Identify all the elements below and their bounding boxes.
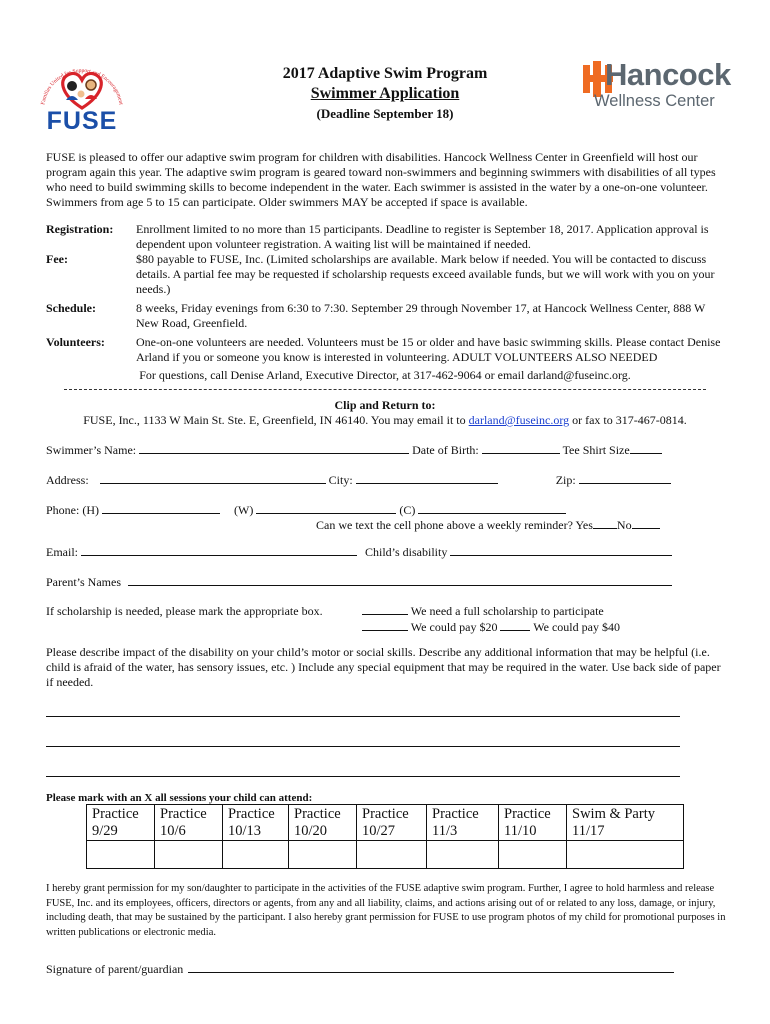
detail-text: Enrollment limited to no more than 15 participants. Deadline to register is September 18, 2017. Application approval is dependent upon volunteer registration. A waiting list will be maintained if needed. — [136, 222, 709, 251]
session-swim-party-11-17: Swim & Party 11/17 — [567, 805, 684, 841]
fuse-arc-text: Families United for Support and Encouragement — [40, 67, 124, 106]
full-scholarship-field[interactable] — [362, 604, 408, 615]
row-parents — [46, 575, 726, 590]
zip-label: Zip: — [555, 473, 576, 487]
pay-40-label: We could pay $40 — [533, 620, 620, 634]
city-field[interactable] — [356, 473, 498, 484]
mark-cell[interactable] — [357, 841, 427, 869]
address-label: Address: — [46, 473, 89, 487]
detail-label: Volunteers: — [46, 335, 105, 349]
city-label: City: — [328, 473, 353, 487]
row-email — [46, 545, 726, 560]
detail-label: Registration: — [46, 222, 114, 236]
session-practice-10-27: Practice 10/27 — [357, 805, 427, 841]
hancock-subtitle: Wellness Center — [594, 92, 715, 110]
detail-volunteers — [46, 335, 726, 365]
phone-home-field[interactable] — [102, 503, 220, 514]
detail-label: Schedule: — [46, 301, 97, 315]
questions-line: For questions, call Denise Arland, Executive Director, at 317-462-9064 or email darland@fuseinc.org. — [139, 368, 631, 382]
mark-cell[interactable] — [567, 841, 684, 869]
clip-address-line — [0, 413, 770, 428]
zip-field[interactable] — [579, 473, 671, 484]
row-scholarship-full — [362, 604, 604, 619]
disability-label: Child’s disability — [365, 545, 448, 559]
session-practice-10-20: Practice 10/20 — [289, 805, 357, 841]
email-field[interactable] — [81, 545, 357, 556]
disability-field[interactable] — [450, 545, 672, 556]
clip-fax: or fax to 317-467-0814. — [572, 413, 687, 427]
sessions-mark-row — [87, 841, 684, 869]
parents-label: Parent’s Names — [46, 575, 121, 589]
permission-paragraph: I hereby grant permission for my son/daughter to participate in the activities of the FUSE adaptive swim program. Further, I agree to hold harmless and release FUSE, Inc. and its employees, officers, directors or agents, from any and all liability, claims, and actions arising out of or related to any loss, damage, or injury, including death, that may be sustained by the participant. I also hereby grant permission for FUSE to use program photos of my child for promotional purposes in written publications or electronic media. — [46, 883, 726, 938]
signature-label: Signature of parent/guardian — [46, 962, 184, 976]
sessions-header-row — [87, 805, 684, 841]
email-link[interactable]: darland@fuseinc.org — [468, 413, 570, 427]
row-signature — [46, 962, 726, 977]
clip-heading: Clip and Return to: — [334, 398, 436, 412]
full-scholarship-label: We need a full scholarship to participate — [410, 604, 604, 618]
detail-text: One-on-one volunteers are needed. Volunteers must be 15 or older and have basic swimming skills. Please contact Denise Arland if you or someone you know is interested in volunteering. ADULT VOLUNTEERS ALSO NEEDED — [136, 335, 721, 364]
fuse-wordmark: FUSE — [46, 107, 118, 135]
detail-text: 8 weeks, Friday evenings from 6:30 to 7:30. September 29 through November 17, at Hancock Wellness Center, 888 W New Road, Greenfield. — [136, 301, 706, 330]
clip-cut-line — [64, 389, 706, 390]
describe-line-2[interactable] — [46, 746, 680, 747]
phone-work-field[interactable] — [256, 503, 396, 514]
describe-paragraph: Please describe impact of the disability on your child’s motor or social skills. Describe any additional information that may be helpful (i.e. child is afraid of the water, has sensory issues, etc. ) Include any special equipment that may be required in the water. Use back side of paper if needed. — [46, 645, 721, 689]
tee-size-field[interactable] — [630, 443, 662, 454]
row-address — [46, 473, 726, 488]
sessions-heading: Please mark with an X all sessions your child can attend: — [46, 792, 313, 804]
row-scholarship-partial — [362, 620, 620, 635]
detail-label: Fee: — [46, 252, 68, 266]
session-practice-11-3: Practice 11/3 — [427, 805, 499, 841]
phone-cell-label: (C) — [399, 503, 416, 517]
phone-work-label: (W) — [234, 503, 254, 517]
scholarship-question: If scholarship is needed, please mark the appropriate box. — [46, 604, 323, 618]
page-subtitle: Swimmer Application — [310, 85, 460, 102]
deadline: (Deadline September 18) — [316, 106, 454, 121]
detail-registration — [46, 222, 726, 252]
swimmer-name-label: Swimmer’s Name: — [46, 443, 137, 457]
pay-20-field[interactable] — [362, 620, 408, 631]
phone-cell-field[interactable] — [418, 503, 566, 514]
pay-40-field[interactable] — [500, 620, 530, 631]
intro-paragraph: FUSE is pleased to offer our adaptive swim program for children with disabilities. Hancock Wellness Center in Greenfield will host our program again this year. The adaptive swim program is geared toward non-swimmers and beginning swimmers with disabilities of all types who need to build swimming skills to become independent in the water. Each swimmer is assisted in the water by a one-on-one volunteer. Swimmers from age 5 to 15 can participate. Older swimmers MAY be accepted if space is available. — [46, 150, 716, 209]
dob-label: Date of Birth: — [412, 443, 479, 457]
parents-field[interactable] — [128, 575, 672, 586]
session-practice-11-10: Practice 11/10 — [499, 805, 567, 841]
row-phone — [46, 503, 726, 518]
detail-schedule — [46, 301, 726, 331]
describe-line-1[interactable] — [46, 716, 680, 717]
mark-cell[interactable] — [499, 841, 567, 869]
hancock-name: Hancock — [605, 57, 731, 92]
text-no-field[interactable] — [632, 518, 660, 529]
text-yes-field[interactable] — [593, 518, 617, 529]
session-practice-10-6: Practice 10/6 — [155, 805, 223, 841]
clip-address: FUSE, Inc., 1133 W Main St. Ste. E, Greenfield, IN 46140. You may email it to — [83, 413, 466, 427]
dob-field[interactable] — [482, 443, 560, 454]
mark-cell[interactable] — [223, 841, 289, 869]
email-label: Email: — [46, 545, 78, 559]
fuse-logo — [32, 48, 132, 136]
detail-fee — [46, 252, 726, 297]
mark-cell[interactable] — [87, 841, 155, 869]
describe-line-3[interactable] — [46, 776, 680, 777]
mark-cell[interactable] — [427, 841, 499, 869]
hancock-logo — [583, 57, 731, 115]
tee-size-label: Tee Shirt Size — [562, 443, 630, 457]
pay-20-label: We could pay $20 — [410, 620, 498, 634]
address-field[interactable] — [100, 473, 326, 484]
mark-cell[interactable] — [155, 841, 223, 869]
detail-text: $80 payable to FUSE, Inc. (Limited scholarships are available. Mark below if needed. You will be contacted to discuss details. A partial fee may be requested if scholarship requests exceed available funds, but we will work with you on your needs.) — [136, 252, 715, 296]
sessions-table — [86, 804, 684, 869]
row-swimmer — [46, 443, 726, 458]
row-text-reminder — [316, 518, 660, 533]
session-practice-10-13: Practice 10/13 — [223, 805, 289, 841]
phone-home-label: Phone: (H) — [46, 503, 99, 517]
text-reminder-question: Can we text the cell phone above a weekly reminder? Yes — [316, 518, 593, 532]
swimmer-name-field[interactable] — [139, 443, 409, 454]
mark-cell[interactable] — [289, 841, 357, 869]
session-practice-9-29: Practice 9/29 — [87, 805, 155, 841]
details-section — [46, 222, 726, 365]
page-title: 2017 Adaptive Swim Program — [282, 65, 488, 82]
signature-field[interactable] — [188, 962, 674, 973]
text-no-label: No — [616, 518, 632, 532]
